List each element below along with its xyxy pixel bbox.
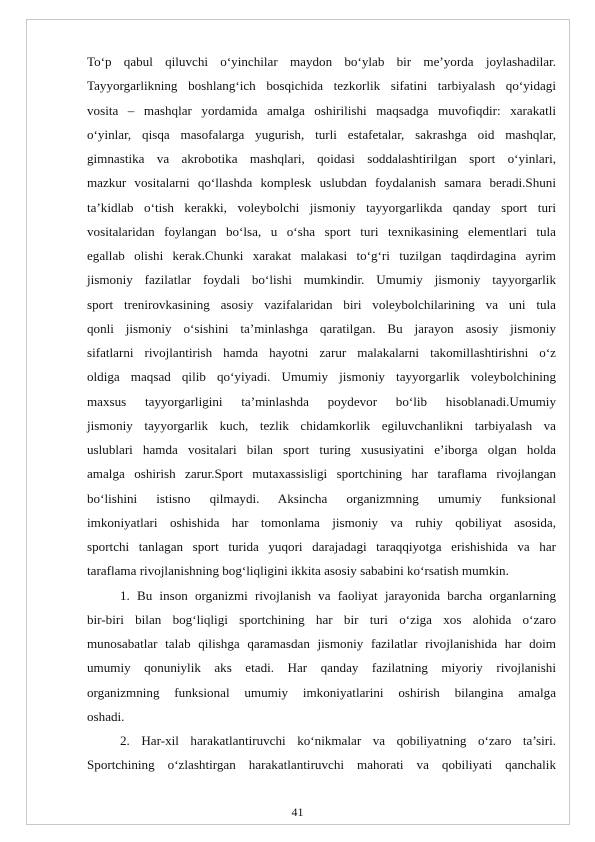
text-line: amalga oshirish zarur.Sport mutaxassisligi sportchining har taraflama rivojlangan xyxy=(87,466,556,482)
text-line: vositalaridan foylangan bo‘lsa, u o‘sha sport turi texnikasining elementlari tula xyxy=(87,223,556,239)
text-line: jismoniy tayyorgarlik kuch, tezlik chidamkorlik egiluvchanlikni tarbiyalash va xyxy=(87,417,556,433)
text-line: 2. Har-xil harakatlantiruvchi ko‘nikmalar va qobiliyatning o‘zaro ta’siri. xyxy=(120,733,556,748)
text-line: Tayyorgarlikning boshlang‘ich bosqichida tezkorlik sifatini tarbiyalash qo‘yidagi xyxy=(87,78,556,94)
text-line: organizmning funksional umumiy imkoniyatlarini oshirish bilangina amalga xyxy=(87,684,556,700)
text-line: gimnastika va akrobotika mashqlari, qoidasi soddalashtirilgan sport o‘yinlari, xyxy=(87,151,556,166)
text-line: bo‘lishini istisno qilmaydi. Aksincha organizmning umumiy funksional xyxy=(87,490,556,506)
text-line: jismoniy fazilatlar foydali bo‘lishi mumkindir. Umumiy jismoniy tayyorgarlik xyxy=(87,272,556,288)
text-line: sportchi tanlagan sport turida yuqori darajadagi taraqqiyotga erishishida va har xyxy=(87,539,556,554)
text-line: munosabatlar talab qilishga qaramasdan jismoniy fazilatlar rivojlanishida har doim xyxy=(87,636,556,651)
text-line: sifatlarni rivojlantirish hamda hayotni zarur malakalarni takomillashtirishni o‘z xyxy=(87,345,556,360)
text-line: maxsus tayyorgarligini ta’minlashda poydevor bo‘lib hisoblanadi.Umumiy xyxy=(87,393,556,409)
text-line: uslublari hamda vositalari bilan sport turing xususiyatini e’iborga olgan holda xyxy=(87,442,556,457)
document-body xyxy=(87,50,556,778)
text-line: o‘yinlar, qisqa masofalarga yugurish, turli estafetalar, sakrashga oid mashqlar, xyxy=(87,126,556,142)
text-line: To‘p qabul qiluvchi o‘yinchilar maydon bo‘ylab bir me’yorda joylashadilar. xyxy=(87,54,556,69)
text-line: mazkur vositalarni qo‘llashda komplesk uslubdan foydalanish samara beradi.Shuni xyxy=(87,175,556,191)
text-line: qonli jismoniy o‘sishini ta’minlashga qaratilgan. Bu jarayon asosiy jismoniy xyxy=(87,320,556,336)
text-line: umumiy qonuniylik aks etadi. Har qanday fazilatning miyoriy rivojlanishi xyxy=(87,660,556,676)
text-line: sport trenirovkasining asosiy vazifalaridan biri voleybolchilarining va uni tula xyxy=(87,296,556,312)
text-line: 1. Bu inson organizmi rivojlanish va faoliyat jarayonida barcha organlarning xyxy=(120,587,556,603)
text-line: ta’kidlab o‘tish kerakki, voleybolchi jismoniy tayyorgarlikda qanday sport turi xyxy=(87,199,556,215)
text-line: vosita – mashqlar yordamida amalga oshirilishi maqsadga muvofiqdir: xarakatli xyxy=(87,102,556,118)
text-line: bir-biri bilan bog‘liqligi sportchining har bir turi o‘ziga xos alohida o‘zaro xyxy=(87,611,556,627)
page-number: 41 xyxy=(291,805,304,819)
text-line: Sportchining o‘zlashtirgan harakatlantiruvchi mahorati va qobiliyati qanchalik xyxy=(87,757,556,773)
text-line: imkoniyatlari oshishida har tomonlama jismoniy va ruhiy qobiliyat asosida, xyxy=(87,514,556,530)
text-line: oshadi. xyxy=(87,708,125,724)
text-line: oldiga maqsad qilib qo‘yiyadi. Umumiy jismoniy tayyorgarlik voleybolchining xyxy=(87,369,556,385)
text-line: taraflama rivojlanishning bog‘liqligini ikkita asosiy sababini ko‘rsatish mumkin. xyxy=(87,563,509,579)
text-line: egallab olishi kerak.Chunki xarakat malakasi to‘g‘ri tuzilgan taqdirdagina ayrim xyxy=(87,248,556,263)
